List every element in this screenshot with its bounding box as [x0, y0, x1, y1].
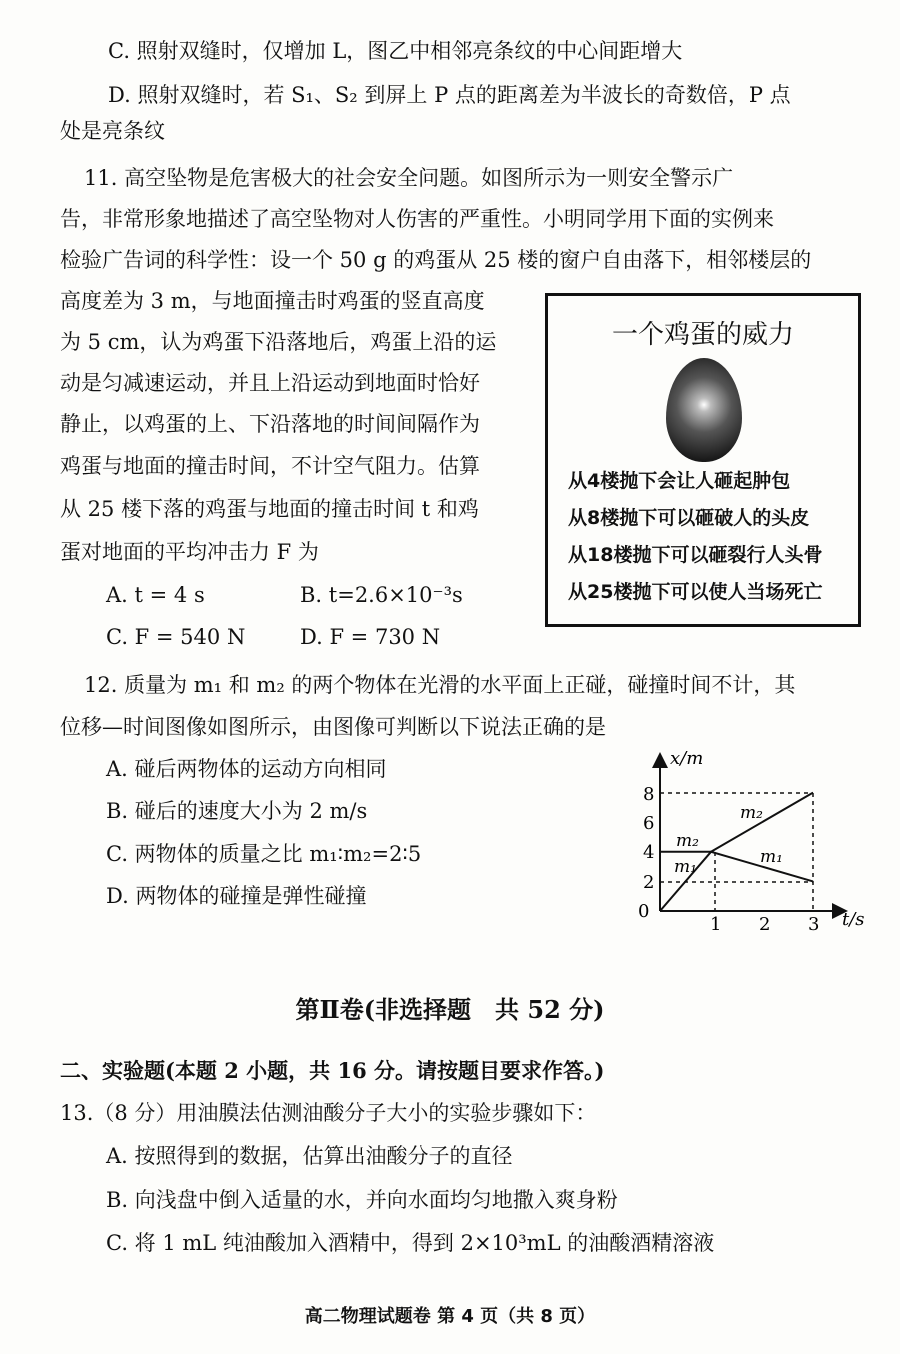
q11-line: 高度差为 3 m，与地面撞击时鸡蛋的竖直高度 [60, 289, 485, 313]
q11-line: 检验广告词的科学性：设一个 50 g 的鸡蛋从 25 楼的窗户自由落下，相邻楼层的 [60, 248, 812, 272]
y-tick-label: 6 [643, 813, 655, 834]
q11-option-c: C. F = 540 N [106, 625, 246, 649]
q11-line: 动是匀减速运动，并且上沿运动到地面时恰好 [60, 371, 480, 395]
q12-option-b: B. 碰后的速度大小为 2 m/s [106, 799, 368, 823]
q12-option-a: A. 碰后两物体的运动方向相同 [106, 757, 387, 781]
q13-stem: 13.（8 分）用油膜法估测油酸分子大小的实验步骤如下： [60, 1101, 597, 1125]
egg-image [666, 358, 742, 462]
q11-option-d: D. F = 730 N [300, 625, 441, 649]
x-tick-label: 3 [808, 914, 820, 935]
x-tick-label: 2 [759, 914, 771, 935]
q11-line: 从 25 楼下落的鸡蛋与地面的撞击时间 t 和鸡 [60, 497, 479, 521]
y-tick-label: 2 [643, 872, 655, 893]
q11-option-a: A. t = 4 s [106, 583, 205, 607]
q12-option-d: D. 两物体的碰撞是弹性碰撞 [106, 884, 367, 908]
ad-line: 从25楼抛下可以使人当场死亡 [568, 581, 823, 603]
q11-line: 为 5 cm，认为鸡蛋下沿落地后，鸡蛋上沿的运 [60, 330, 497, 354]
q13-step: C. 将 1 mL 纯油酸加入酒精中，得到 2×10³mL 的油酸酒精溶液 [106, 1231, 715, 1255]
m1-label-before: m₁ [674, 857, 697, 877]
ad-line: 从4楼抛下会让人砸起肿包 [568, 470, 791, 492]
q11-line: 告，非常形象地描述了高空坠物对人伤害的严重性。小明同学用下面的实例来 [60, 207, 774, 231]
q11-line: 鸡蛋与地面的撞击时间，不计空气阻力。估算 [60, 454, 480, 478]
q12-line1: 12. 质量为 m₁ 和 m₂ 的两个物体在光滑的水平面上正碰，碰撞时间不计，其 [84, 673, 796, 697]
x-axis-label: t/s [842, 909, 865, 930]
q10-option-c: C. 照射双缝时，仅增加 L，图乙中相邻亮条纹的中心间距增大 [108, 39, 683, 63]
q13-step: A. 按照得到的数据，估算出油酸分子的直径 [106, 1144, 513, 1168]
q10-option-d-line1: D. 照射双缝时，若 S₁、S₂ 到屏上 P 点的距离差为半波长的奇数倍，P 点 [108, 83, 791, 107]
page-footer: 高二物理试题卷 第 4 页（共 8 页） [304, 1306, 596, 1327]
q11-line: 蛋对地面的平均冲击力 F 为 [60, 540, 319, 564]
section-title: 第Ⅱ卷(非选择题 共 52 分) [295, 995, 605, 1024]
ad-line: 从18楼抛下可以砸裂行人头骨 [568, 544, 823, 566]
egg-warning-ad [545, 293, 861, 627]
q12-line2: 位移—时间图像如图所示，由图像可判断以下说法正确的是 [60, 715, 606, 739]
experiment-heading: 二、实验题(本题 2 小题，共 16 分。请按题目要求作答。) [60, 1058, 605, 1083]
q11-option-b: B. t=2.6×10⁻³s [300, 583, 463, 607]
m2-label-before: m₂ [676, 831, 699, 851]
ad-line: 从8楼抛下可以砸破人的头皮 [568, 507, 810, 529]
y-axis-label: x/m [670, 750, 704, 769]
q10-option-d-line2: 处是亮条纹 [60, 119, 165, 143]
xt-graph [630, 750, 870, 935]
y-tick-label: 8 [643, 784, 655, 805]
q11-line: 11. 高空坠物是危害极大的社会安全问题。如图所示为一则安全警示广 [84, 166, 734, 190]
q11-line: 静止，以鸡蛋的上、下沿落地的时间间隔作为 [60, 412, 480, 436]
y-tick-label: 4 [643, 842, 655, 863]
ad-title: 一个鸡蛋的威力 [611, 320, 794, 350]
q12-option-c: C. 两物体的质量之比 m₁∶m₂=2∶5 [106, 842, 422, 866]
m1-label-after: m₁ [760, 847, 783, 867]
x-tick-label: 1 [710, 914, 722, 935]
m2-label-after: m₂ [740, 803, 763, 823]
q13-step: B. 向浅盘中倒入适量的水，并向水面均匀地撒入爽身粉 [106, 1188, 618, 1212]
origin-label: 0 [638, 901, 650, 922]
